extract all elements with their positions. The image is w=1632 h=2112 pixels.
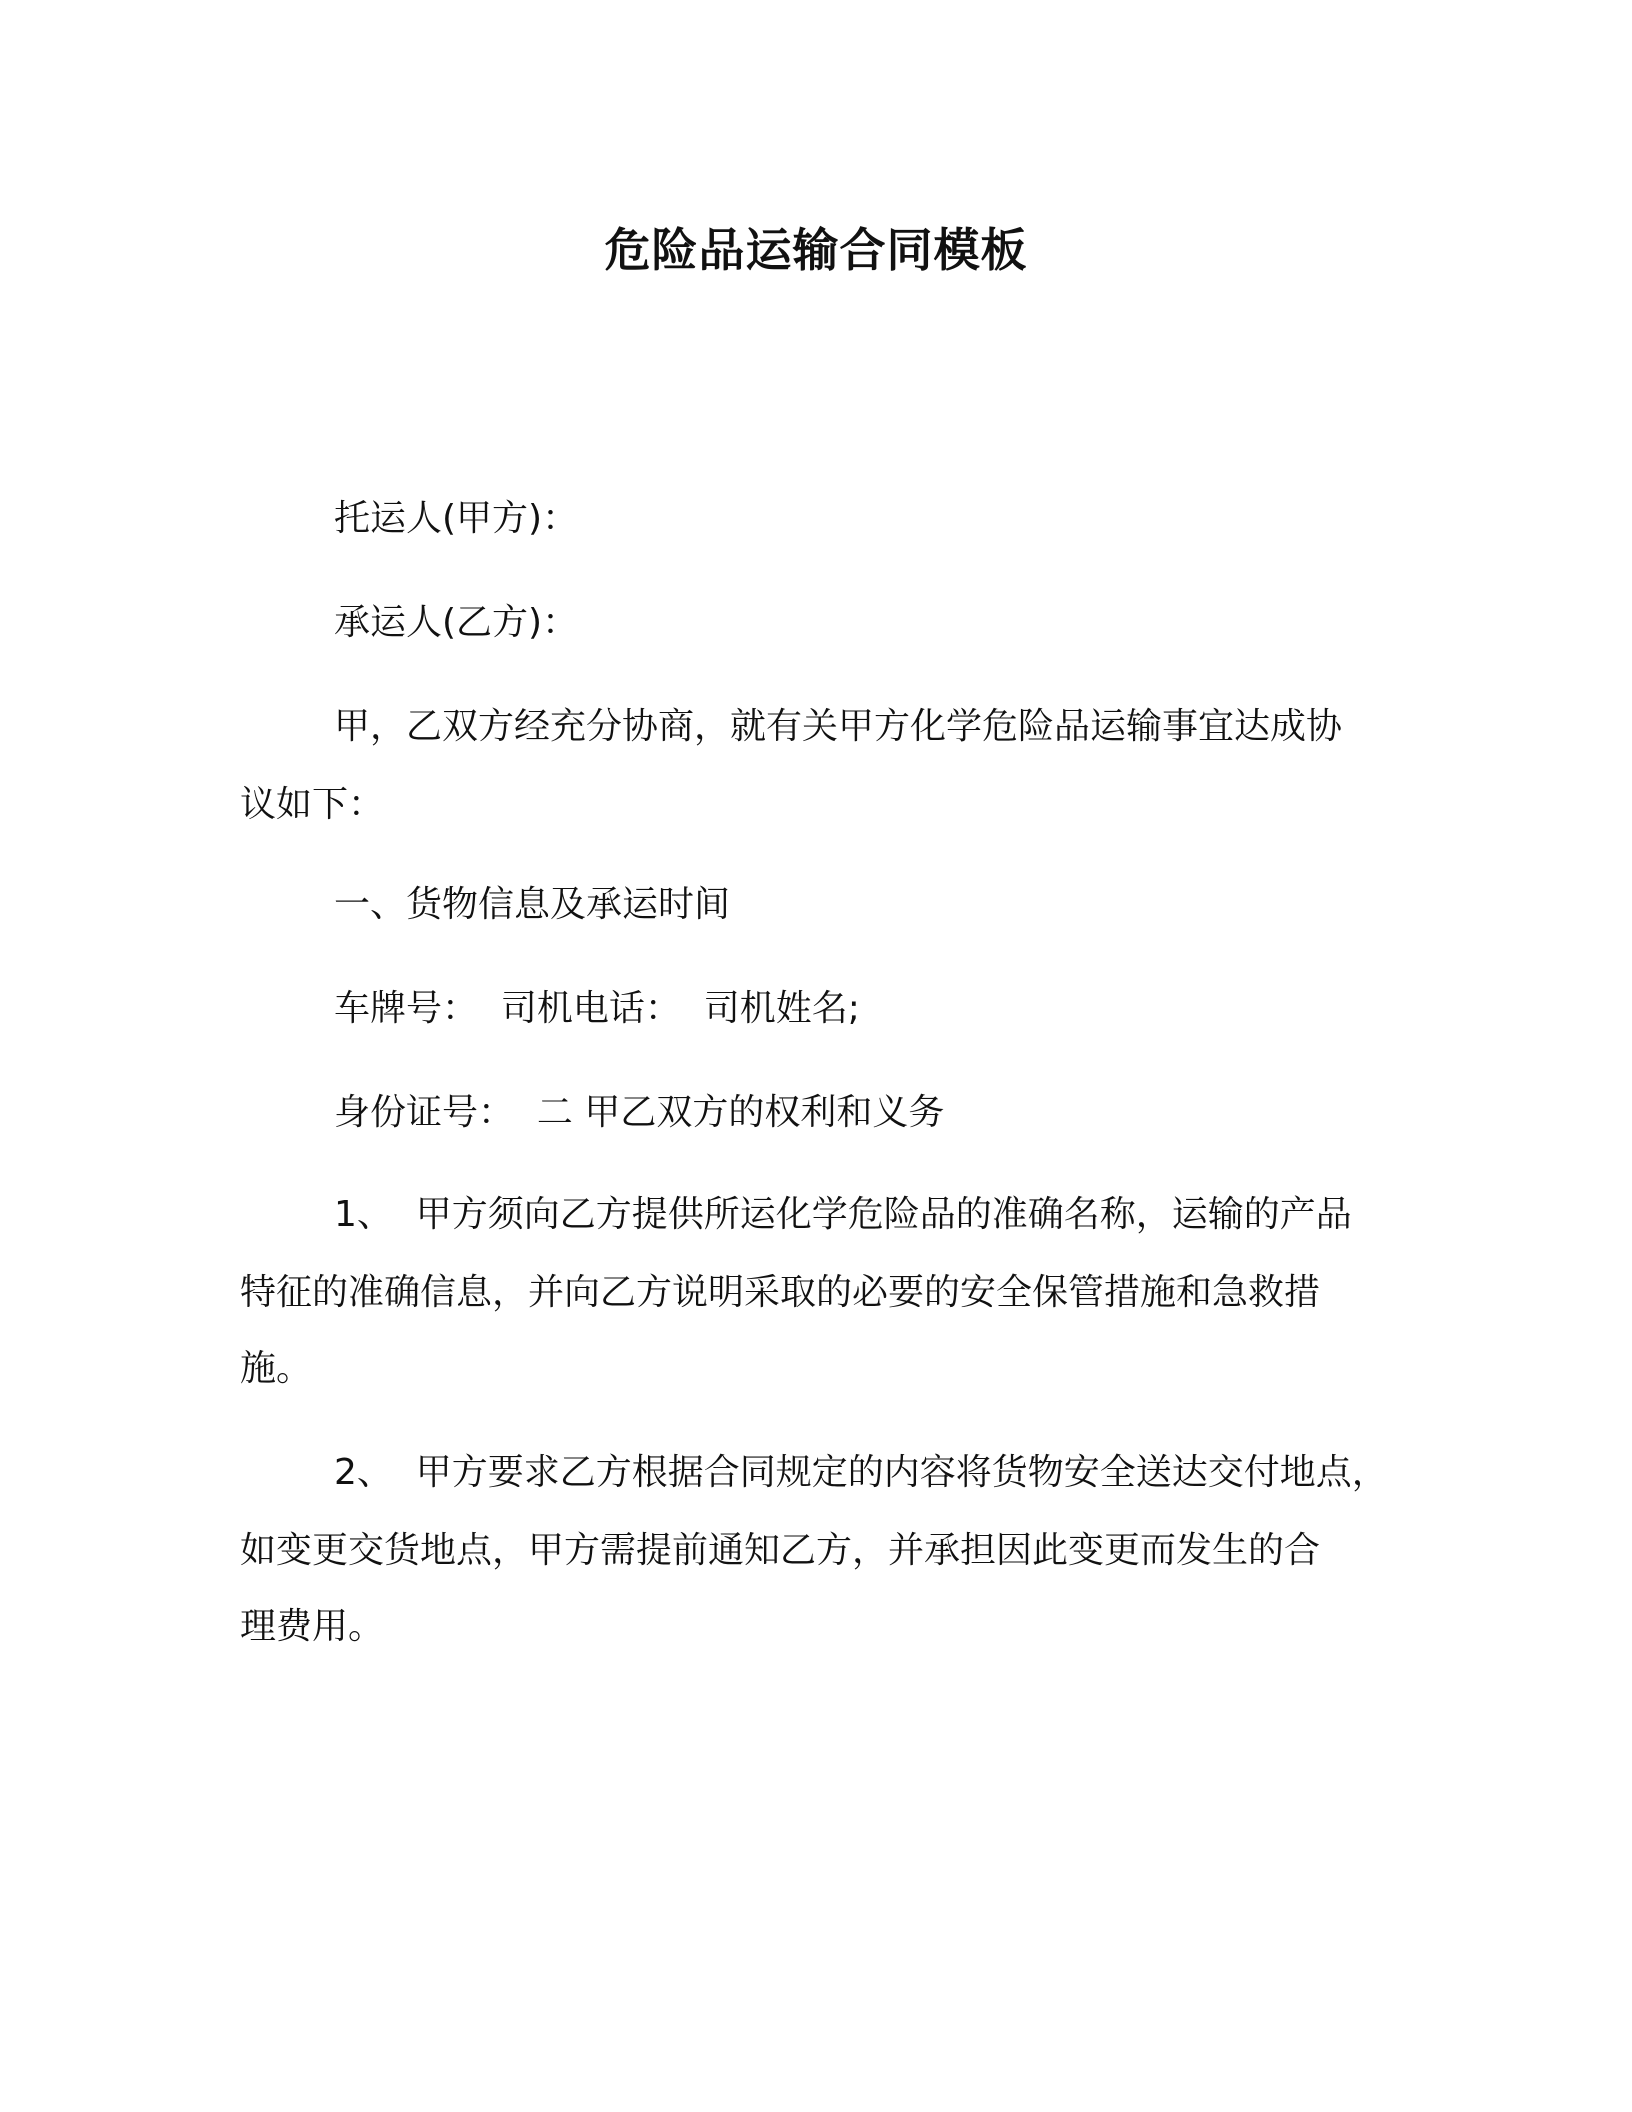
id-number-line: 身份证号： 二 甲乙双方的权利和义务	[334, 1092, 945, 1133]
intro-line-1: 甲，乙双方经充分协商，就有关甲方化学危险品运输事宜达成协	[334, 706, 1343, 747]
clause-1-line-3: 施。	[240, 1348, 313, 1389]
clause-2-line-2: 如变更交货地点，甲方需提前通知乙方，并承担因此变更而发生的合	[240, 1530, 1321, 1571]
section-1-heading: 一、货物信息及承运时间	[334, 884, 731, 925]
intro-line-2: 议如下：	[240, 784, 385, 825]
clause-2-line-3: 理费用。	[240, 1606, 385, 1647]
document-title: 危险品运输合同模板	[604, 223, 1028, 277]
clause-1-line-1: 1、 甲方须向乙方提供所运化学危险品的准确名称，运输的产品	[334, 1194, 1352, 1235]
vehicle-info-line: 车牌号： 司机电话： 司机姓名;	[334, 988, 860, 1029]
clause-2-line-1: 2、 甲方要求乙方根据合同规定的内容将货物安全送达交付地点，	[334, 1452, 1388, 1493]
carrier-label: 承运人(乙方)：	[334, 602, 579, 643]
consignor-label: 托运人(甲方)：	[334, 498, 579, 539]
clause-1-line-2: 特征的准确信息，并向乙方说明采取的必要的安全保管措施和急救措	[240, 1272, 1321, 1313]
